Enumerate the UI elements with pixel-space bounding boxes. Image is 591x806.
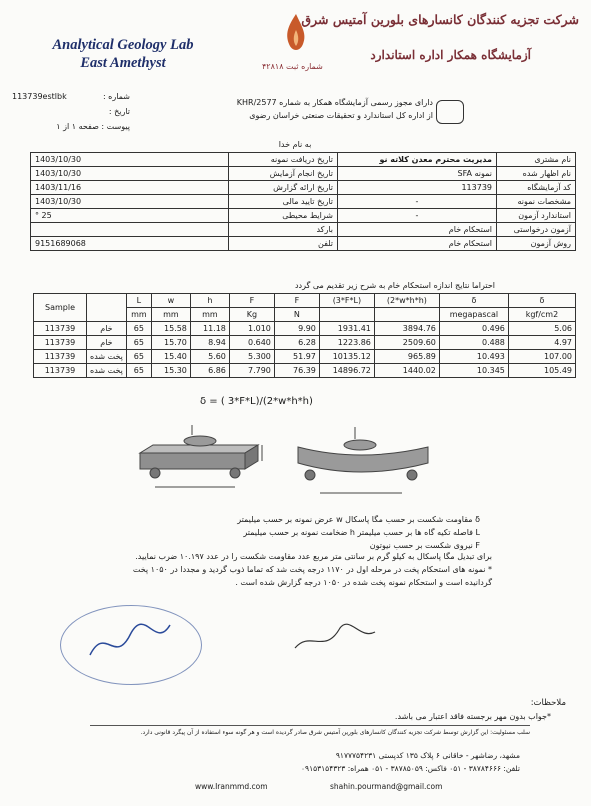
cell: 15.58 [151, 322, 190, 336]
cell: پخت شده [87, 364, 127, 378]
table-unit [319, 308, 374, 322]
table-header-row [34, 294, 576, 308]
remarks-label: ملاحظات: [530, 698, 566, 708]
info-label: استاندارد آزمون [497, 209, 576, 223]
cell: 113739 [34, 350, 87, 364]
cell: پخت شده [87, 350, 127, 364]
info-label: تاریخ دریافت نمونه [229, 153, 338, 167]
cell: 105.49 [508, 364, 575, 378]
info-value: 1403/10/30 [31, 195, 229, 209]
info-row [31, 223, 576, 237]
cell: 9.90 [274, 322, 319, 336]
info-value: مدیریت محترم معدن کلاته نو [338, 153, 497, 167]
table-header: Sample [34, 294, 87, 322]
table-header: (3*F*L) [319, 294, 374, 308]
cell: 0.640 [229, 336, 274, 350]
cell: 14896.72 [319, 364, 374, 378]
registration-number: شماره ثبت ۴۲۸۱۸ [262, 62, 323, 71]
cell: 10.345 [439, 364, 508, 378]
table-unit: megapascal [439, 308, 508, 322]
cell: 51.97 [274, 350, 319, 364]
table-row [34, 364, 576, 378]
accreditation-line2: از اداره کل استاندارد و تحقیقات صنعتی خراسان رضوی [249, 111, 433, 120]
notes [150, 513, 480, 552]
manager-signature-icon [290, 610, 380, 660]
cell: 113739 [34, 336, 87, 350]
cell: 11.18 [190, 322, 229, 336]
accreditation-line1: دارای مجوز رسمی آزمایشگاه همکار به شماره KHR/2577 [236, 98, 433, 107]
table-row [34, 322, 576, 336]
cell: 0.496 [439, 322, 508, 336]
cell: 4.97 [508, 336, 575, 350]
table-unit: mm [126, 308, 151, 322]
info-label: مشخصات نمونه [497, 195, 576, 209]
lab-name-en [38, 36, 208, 72]
info-value: 9151689068 [31, 237, 229, 251]
results-table [33, 293, 576, 378]
lab-name-en-line2: East Amethyst [80, 55, 166, 71]
table-header: F [229, 294, 274, 308]
cell: 113739 [34, 364, 87, 378]
footer-website[interactable]: www.Iranmmd.com [195, 782, 268, 791]
table-header [87, 294, 127, 322]
footer-rule [90, 725, 530, 726]
info-row [31, 181, 576, 195]
notes-extra [120, 550, 492, 589]
info-row [31, 167, 576, 181]
cell: 1440.02 [374, 364, 439, 378]
cell: 5.06 [508, 322, 575, 336]
cell: 10.493 [439, 350, 508, 364]
info-label: شرایط محیطی [229, 209, 338, 223]
info-value: 1403/10/30 [31, 153, 229, 167]
basmala: به نام خدا [278, 140, 312, 149]
table-unit: kgf/cm2 [508, 308, 575, 322]
lab-subtitle-fa: آزمایشگاه همکار اداره استاندارد [370, 48, 531, 62]
cell: 5.300 [229, 350, 274, 364]
info-row [31, 153, 576, 167]
info-label: تاریخ ارائه گزارش [229, 181, 338, 195]
cell: 2509.60 [374, 336, 439, 350]
cell: 65 [126, 364, 151, 378]
info-label: روش آزمون [497, 237, 576, 251]
table-header: δ [439, 294, 508, 308]
info-label: نام مشتری [497, 153, 576, 167]
cell: 5.60 [190, 350, 229, 364]
info-value: استحکام خام [338, 237, 497, 251]
info-row [31, 195, 576, 209]
info-value: استحکام خام [338, 223, 497, 237]
footer-address: مشهد، رضاشهر - خاقانی ۶ پلاک ۱۳۵ کدپستی ۹۱۷۷۷۵۴۲۳۱ [335, 751, 520, 760]
table-unit: N [274, 308, 319, 322]
bending-test-diagram-icon [120, 425, 470, 505]
cell: 0.488 [439, 336, 508, 350]
info-label: بارکد [229, 223, 338, 237]
table-row [34, 350, 576, 364]
cell: خام [87, 322, 127, 336]
cell: 107.00 [508, 350, 575, 364]
note-line: * نمونه های استحکام پخت در مرحله اول در ۱۱۷۰ درجه پخت شد که تماما ذوب گردید و مجددا در ۱۰۵۰ پخت گردانیده است و استحکام نمونه پخت شده در ۱۰۵۰ درجه گزارش شده است . [132, 565, 492, 587]
table-unit: mm [190, 308, 229, 322]
table-row [34, 336, 576, 350]
info-value: 1403/10/30 [31, 167, 229, 181]
info-label: آزمون درخواستی [497, 223, 576, 237]
cell: 3894.76 [374, 322, 439, 336]
cell: 1931.41 [319, 322, 374, 336]
lab-name-fa: شرکت تجزیه کنندگان کانسارهای بلورین آمتیس شرق [301, 12, 579, 27]
table-header: w [151, 294, 190, 308]
table-header: L [126, 294, 151, 308]
cell: 65 [126, 336, 151, 350]
cell: 6.28 [274, 336, 319, 350]
date-label: تاریخ : [108, 107, 130, 116]
table-header: δ [508, 294, 575, 308]
info-label: تلفن [229, 237, 338, 251]
cell: 965.89 [374, 350, 439, 364]
footer-phones: تلفن: ۳۸۷۸۴۶۶۶ - ۰۵۱ فاکس: ۳۸۷۸۵۰۵۹ - ۰۵۱ همراه: ۰۹۱۵۳۱۵۴۳۲۳ [301, 764, 520, 773]
cell: 1223.86 [319, 336, 374, 350]
number-label: شماره : [102, 92, 130, 101]
footer-disclaimer: سلب مسئولیت: این گزارش توسط شرکت تجزیه کنندگان کانسارهای بلورین آمتیس شرق صادر گردیده است و هر گونه سوء استفاده از آن پیگرد قانونی دارد. [140, 729, 530, 736]
cell: خام [87, 336, 127, 350]
cell: 8.94 [190, 336, 229, 350]
info-label: تاریخ تایید مالی [229, 195, 338, 209]
number-value: 113739estlbk [12, 92, 67, 101]
info-value [31, 223, 229, 237]
info-value: 25 ° [31, 209, 229, 223]
info-label: کد آزمایشگاه [497, 181, 576, 195]
table-header: h [190, 294, 229, 308]
note-line: L فاصله تکیه گاه ها بر حسب میلیمتر h ضخامت نمونه بر حسب میلیمتر [243, 528, 480, 537]
formula: δ = ( 3*F*L)/(2*w*h*h) [200, 396, 313, 407]
info-value: 1403/11/16 [31, 181, 229, 195]
intro-text: احتراما نتایج اندازه استحکام خام به شرح زیر تقدیم می گردد [294, 281, 495, 290]
cell: 10135.12 [319, 350, 374, 364]
cell: 65 [126, 350, 151, 364]
standard-mark-icon [436, 100, 464, 124]
info-value: - [338, 195, 497, 209]
cell: 65 [126, 322, 151, 336]
info-value: 113739 [338, 181, 497, 195]
table-unit: mm [151, 308, 190, 322]
info-value: - [338, 209, 497, 223]
cell: 15.70 [151, 336, 190, 350]
info-row [31, 237, 576, 251]
cell: 15.30 [151, 364, 190, 378]
table-unit: Kg [229, 308, 274, 322]
cell: 1.010 [229, 322, 274, 336]
table-header: (2*w*h*h) [374, 294, 439, 308]
info-label: نام اظهار شده [497, 167, 576, 181]
table-header: F [274, 294, 319, 308]
info-row [31, 209, 576, 223]
lab-name-en-line1: Analytical Geology Lab [52, 37, 194, 53]
note-line: F نیروی شکست بر حسب نیوتون [369, 541, 480, 550]
table-unit [374, 308, 439, 322]
cell: 76.39 [274, 364, 319, 378]
attachment-label: پیوست : صفحه ۱ از ۱ [56, 122, 130, 131]
cell: 6.86 [190, 364, 229, 378]
signature-icon [85, 615, 175, 670]
note-line: δ مقاومت شکست بر حسب مگا پاسکال w عرض نمونه بر حسب میلیمتر [237, 515, 480, 524]
info-label: تاریخ انجام آزمایش [229, 167, 338, 181]
remarks-text: *جواب بدون مهر برجسته فاقد اعتبار می باشد. [394, 712, 551, 721]
info-value: نمونه SFA [338, 167, 497, 181]
cell: 7.790 [229, 364, 274, 378]
info-table [30, 152, 576, 251]
footer-email[interactable]: shahin.pourmand@gmail.com [330, 782, 443, 791]
cell: 113739 [34, 322, 87, 336]
note-line: برای تبدیل مگا پاسکال به کیلو گرم بر سانتی متر مربع عدد مقاومت شکست را در عدد ۱۰.۱۹۷ ضرب نمایید. [135, 552, 492, 561]
cell: 15.40 [151, 350, 190, 364]
